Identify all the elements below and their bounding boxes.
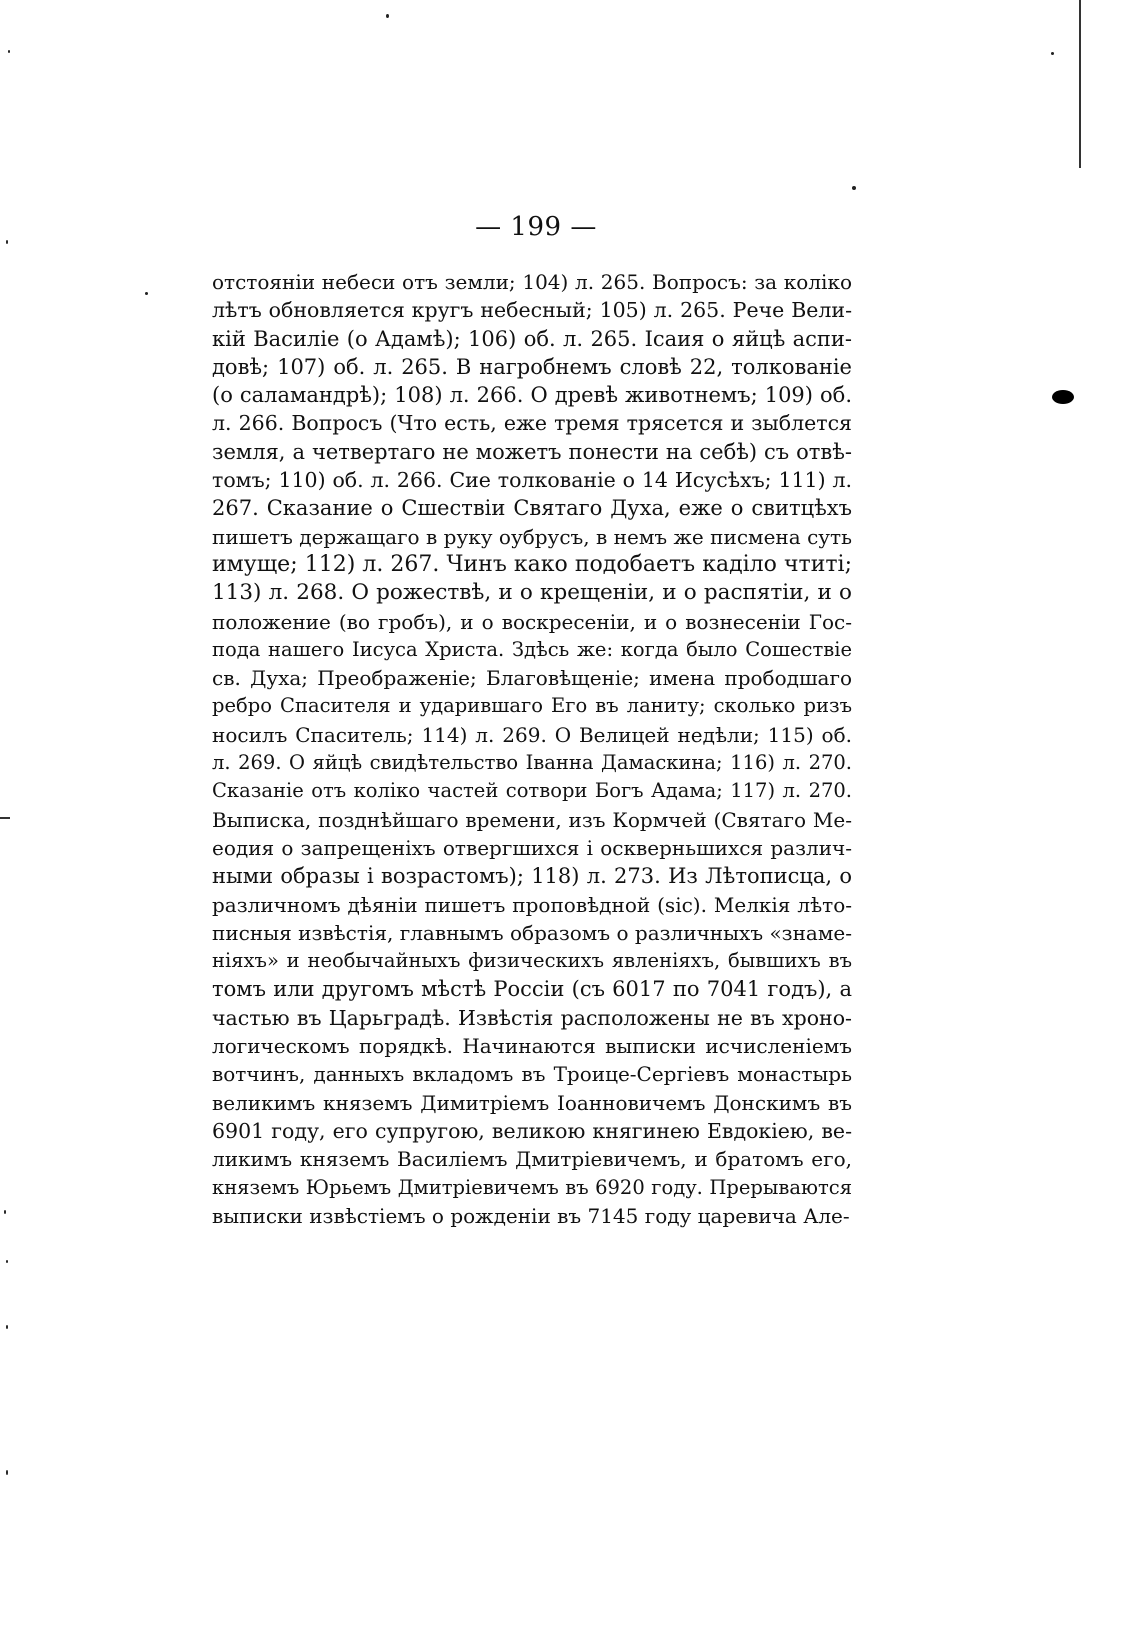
text-line: княземъ Юрьемъ Дмитріевичемъ въ 6920 году. Прерываются [212, 1175, 852, 1199]
text-line: великимъ княземъ Димитріемъ Іоанновичемъ Донскимъ въ [212, 1090, 852, 1115]
scan-speck [6, 1470, 8, 1475]
text-line: пишетъ держащаго в руку оубрусъ, в немъ же писмена суть [212, 524, 852, 549]
text-line: 267. Сказание о Сшествіи Святаго Духа, еже о свитцѣхъ [212, 496, 852, 521]
text-line: носилъ Спаситель; 114) л. 269. О Велицей недѣли; 115) об. [212, 722, 852, 747]
scan-speck [8, 50, 10, 53]
text-line: ніяхъ» и необычайныхъ физическихъ явленіяхъ, бывшихъ въ [212, 949, 852, 973]
scan-speck [6, 1260, 8, 1263]
scan-edge-line [1079, 0, 1081, 168]
text-line: частью въ Царьградѣ. Извѣстія расположены не въ хроно- [212, 1005, 852, 1030]
text-line: ными образы і возрастомъ); 118) л. 273. Из Лѣтописца, о [212, 864, 852, 889]
text-line: 113) л. 268. О рожествѣ, и о крещеніи, и о распятіи, и о [212, 580, 852, 606]
text-line: довѣ; 107) об. л. 265. В нагробнемъ словѣ 22, толкованіе [212, 354, 852, 379]
text-line: различномъ дѣяніи пишетъ проповѣдной (sic). Мелкія лѣто- [212, 892, 852, 917]
text-line: томъ; 110) об. л. 266. Сие толкованіе о 14 Исусѣхъ; 111) л. [212, 468, 852, 493]
page-number: — 199 — [475, 212, 597, 242]
text-line: ребро Спасителя и ударившаго Его въ ланиту; сколько ризъ [212, 694, 852, 718]
text-line: л. 269. О яйцѣ свидѣтельство Іванна Дамаскина; 116) л. 270. [212, 751, 852, 775]
scan-edge-mark [0, 817, 10, 819]
text-line: выписки извѣстіемъ о рожденіи въ 7145 году царевича Але- [212, 1203, 850, 1228]
text-line: логическомъ порядкѣ. Начинаются выписки исчисленіемъ [212, 1034, 852, 1059]
body-text [212, 268, 852, 1230]
text-line: Сказаніе отъ коліко частей сотвори Богъ Адама; 117) л. 270. [212, 779, 852, 803]
scan-speck [852, 186, 856, 190]
scan-speck [1051, 52, 1054, 55]
text-line: писныя извѣстія, главнымъ образомъ о различныхъ «знаме- [212, 920, 852, 945]
text-line: вотчинъ, данныхъ вкладомъ въ Троице-Сергіевъ монастырь [212, 1062, 852, 1087]
text-line: положение (во гробъ), и о воскресеніи, и о вознесеніи Гос- [212, 609, 852, 634]
text-line: кій Василіе (о Адамѣ); 106) об. л. 265. Ісаия о яйцѣ аспи- [212, 326, 852, 351]
text-line: томъ или другомъ мѣстѣ Россіи (съ 6017 по 7041 годъ), а [212, 977, 852, 1002]
scan-speck [4, 1210, 6, 1214]
ink-blot [1052, 390, 1074, 404]
text-line: имуще; 112) л. 267. Чинъ како подобаетъ каділо чтиті; [212, 551, 852, 577]
text-line: пода нашего Іисуса Христа. Здѣсь же: когда было Сошествіе [212, 637, 852, 661]
text-line: отстояніи небеси отъ земли; 104) л. 265. Вопросъ: за коліко [212, 270, 852, 294]
text-line: Выписка, позднѣйшаго времени, изъ Кормчей (Святаго Ме- [212, 807, 852, 832]
text-line: ликимъ княземъ Василіемъ Дмитріевичемъ, и братомъ его, [212, 1147, 852, 1172]
scan-speck [6, 1325, 8, 1329]
text-line: лѣтъ обновляется кругъ небесный; 105) л. 265. Рече Вели- [212, 298, 852, 323]
text-line: л. 266. Вопросъ (Что есть, еже тремя трясется и зыблется [212, 411, 852, 436]
text-line: (о саламандрѣ); 108) л. 266. О древѣ животнемъ; 109) об. [212, 383, 852, 408]
scan-speck [145, 292, 148, 295]
scan-speck [386, 14, 389, 18]
text-line: св. Духа; Преображеніе; Благовѣщеніе; имена прободшаго [212, 666, 852, 691]
text-line: земля, а четвертаго не можетъ понести на себѣ) съ отвѣ- [212, 439, 852, 464]
text-line: 6901 году, его супругою, великою княгинею Евдокіею, ве- [212, 1118, 852, 1143]
text-line: еодия о запрещеніхъ отвергшихся і оскверньшихся различ- [212, 835, 852, 860]
